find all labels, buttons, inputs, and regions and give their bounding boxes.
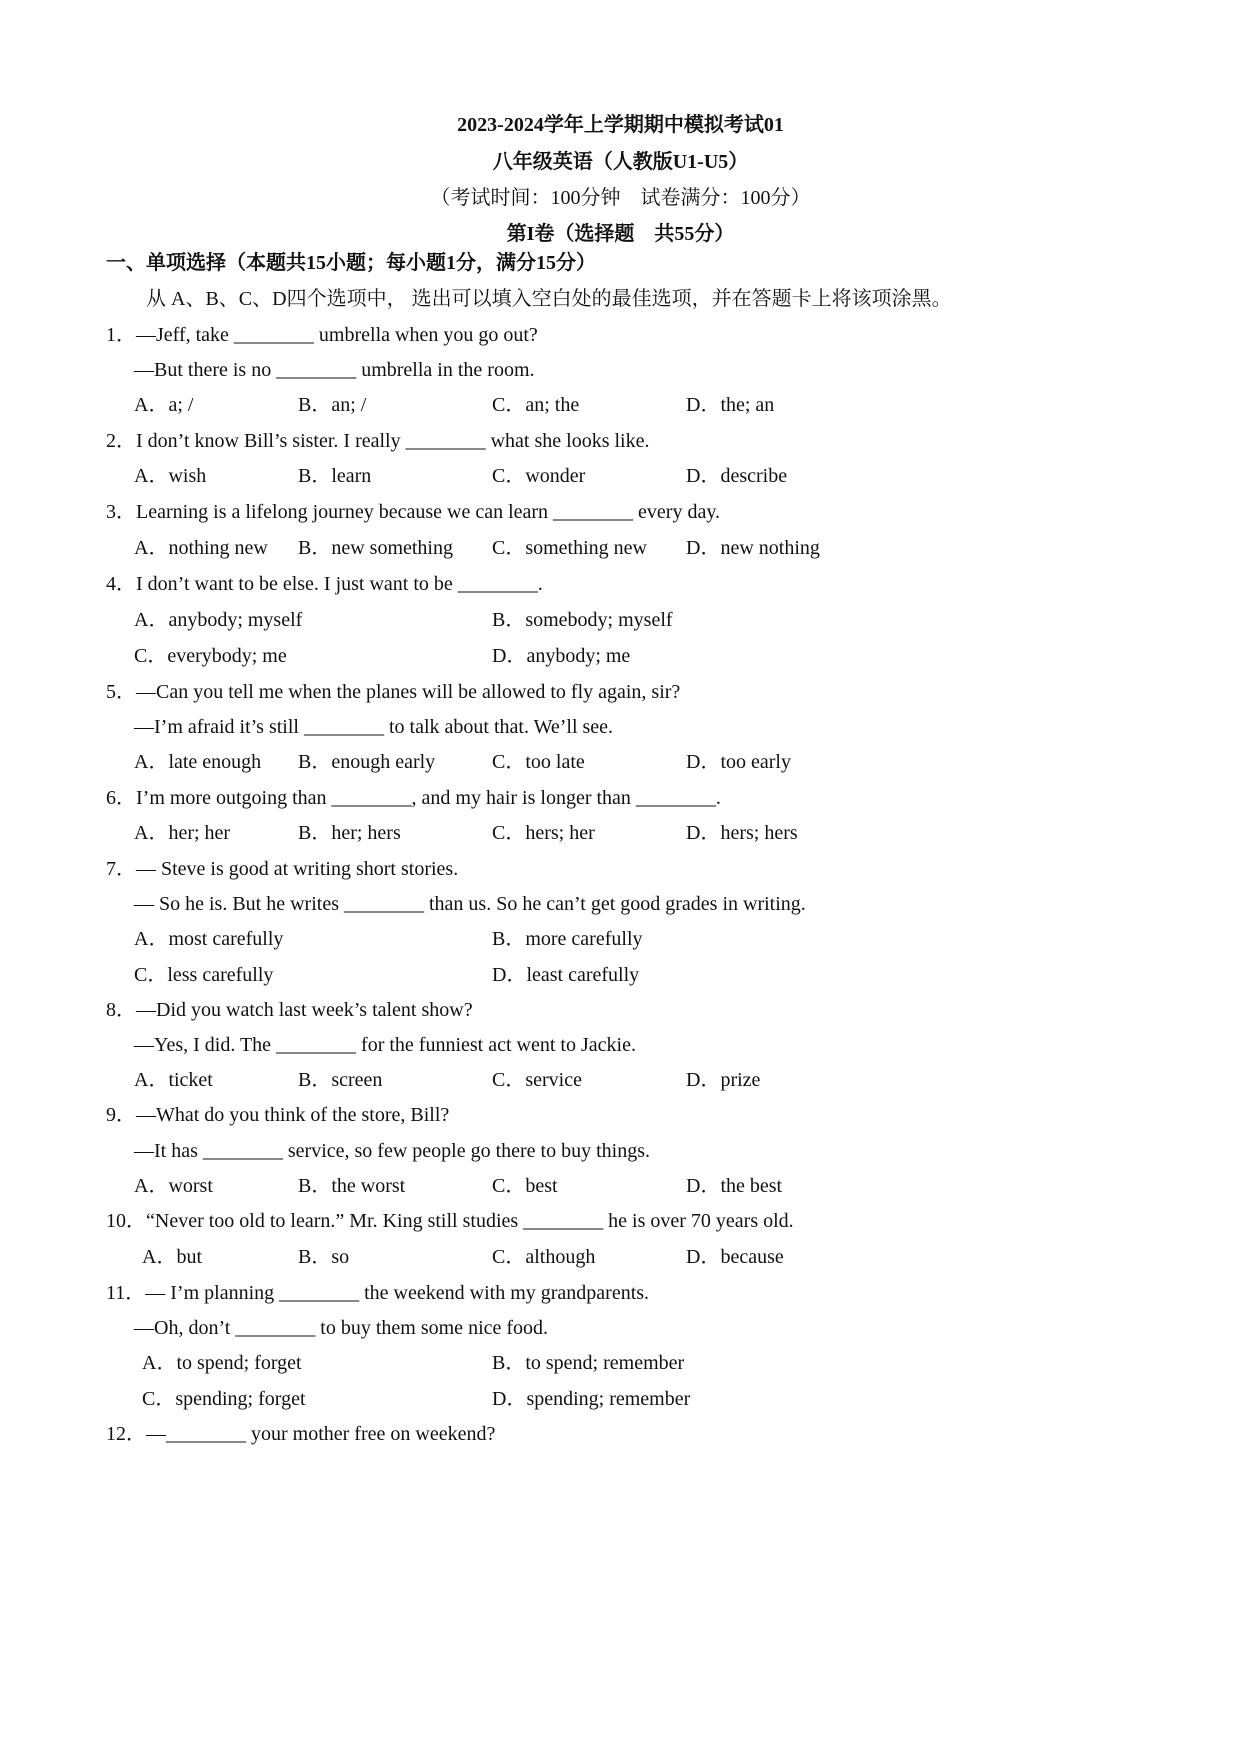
- q11-option-c: C．spending; forget: [142, 1388, 306, 1410]
- q8-option-b: B．screen: [298, 1069, 383, 1091]
- q9-option-a: A．worst: [134, 1175, 213, 1197]
- q1-option-a: A．a; /: [134, 394, 194, 416]
- q7-option-d: D．least carefully: [492, 964, 640, 986]
- q8-option-c: C．service: [492, 1069, 582, 1091]
- q7-option-b: B．more carefully: [492, 928, 643, 950]
- question-11-reply: —Oh, don’t ________ to buy them some nice food.: [134, 1317, 549, 1339]
- question-2-stem: 2．I don’t know Bill’s sister. I really ________ what she looks like.: [106, 430, 650, 452]
- section-instruction: 从 A、B、C、D四个选项中， 选出可以填入空白处的最佳选项，并在答题卡上将该项涂黑。: [146, 288, 952, 310]
- q2-option-a: A．wish: [134, 465, 207, 487]
- question-6-stem: 6．I’m more outgoing than ________, and my hair is longer than ________.: [106, 787, 721, 809]
- exam-subtitle: 八年级英语（人教版U1-U5）: [492, 151, 749, 173]
- question-5-stem: 5．—Can you tell me when the planes will be allowed to fly again, sir?: [106, 681, 681, 703]
- q11-option-b: B．to spend; remember: [492, 1352, 685, 1374]
- q2-option-b: B．learn: [298, 465, 372, 487]
- q3-option-a: A．nothing new: [134, 537, 268, 559]
- q7-option-a: A．most carefully: [134, 928, 284, 950]
- q5-option-a: A．late enough: [134, 751, 262, 773]
- q8-option-d: D．prize: [686, 1069, 761, 1091]
- q4-option-a: A．anybody; myself: [134, 609, 303, 631]
- q6-option-d: D．hers; hers: [686, 822, 798, 844]
- q11-option-a: A．to spend; forget: [142, 1352, 302, 1374]
- question-5-reply: —I’m afraid it’s still ________ to talk about that. We’ll see.: [134, 716, 614, 738]
- q5-option-c: C．too late: [492, 751, 585, 773]
- q9-option-d: D．the best: [686, 1175, 783, 1197]
- q10-option-d: D．because: [686, 1246, 784, 1268]
- q3-option-c: C．something new: [492, 537, 647, 559]
- question-7-reply: — So he is. But he writes ________ than us. So he can’t get good grades in writing.: [134, 893, 806, 915]
- q4-option-b: B．somebody; myself: [492, 609, 673, 631]
- q9-option-b: B．the worst: [298, 1175, 406, 1197]
- q6-option-a: A．her; her: [134, 822, 231, 844]
- question-8-stem: 8．—Did you watch last week’s talent show?: [106, 999, 473, 1021]
- q10-option-c: C．although: [492, 1246, 596, 1268]
- q1-option-d: D．the; an: [686, 394, 775, 416]
- q10-option-b: B．so: [298, 1246, 350, 1268]
- exam-title: 2023-2024学年上学期期中模拟考试01: [457, 114, 784, 136]
- question-1-reply: —But there is no ________ umbrella in the room.: [134, 359, 535, 381]
- volume-heading: 第I卷（选择题 共55分）: [506, 223, 735, 245]
- q4-option-c: C．everybody; me: [134, 645, 287, 667]
- q3-option-b: B．new something: [298, 537, 453, 559]
- question-8-reply: —Yes, I did. The ________ for the funniest act went to Jackie.: [134, 1034, 636, 1056]
- q6-option-c: C．hers; her: [492, 822, 595, 844]
- q4-option-d: D．anybody; me: [492, 645, 631, 667]
- q1-option-b: B．an; /: [298, 394, 367, 416]
- question-9-reply: —It has ________ service, so few people go there to buy things.: [134, 1140, 651, 1162]
- question-12-stem: 12．—________ your mother free on weekend?: [106, 1423, 496, 1445]
- question-1-stem: 1．—Jeff, take ________ umbrella when you go out?: [106, 324, 538, 346]
- q5-option-d: D．too early: [686, 751, 791, 773]
- q11-option-d: D．spending; remember: [492, 1388, 691, 1410]
- q10-option-a: A．but: [142, 1246, 202, 1268]
- q8-option-a: A．ticket: [134, 1069, 213, 1091]
- q2-option-d: D．describe: [686, 465, 788, 487]
- q7-option-c: C．less carefully: [134, 964, 274, 986]
- question-3-stem: 3．Learning is a lifelong journey because we can learn ________ every day.: [106, 501, 721, 523]
- question-4-stem: 4．I don’t want to be else. I just want to be ________.: [106, 573, 543, 595]
- question-7-stem: 7．— Steve is good at writing short stories.: [106, 858, 459, 880]
- q6-option-b: B．her; hers: [298, 822, 401, 844]
- q3-option-d: D．new nothing: [686, 537, 820, 559]
- exam-info: （考试时间：100分钟 试卷满分：100分）: [430, 187, 811, 209]
- section-heading: 一、单项选择（本题共15小题；每小题1分，满分15分）: [106, 252, 596, 274]
- q1-option-c: C．an; the: [492, 394, 580, 416]
- question-9-stem: 9．—What do you think of the store, Bill?: [106, 1104, 450, 1126]
- q2-option-c: C．wonder: [492, 465, 586, 487]
- q9-option-c: C．best: [492, 1175, 558, 1197]
- question-10-stem: 10．“Never too old to learn.” Mr. King still studies ________ he is over 70 years old.: [106, 1210, 794, 1232]
- q5-option-b: B．enough early: [298, 751, 436, 773]
- question-11-stem: 11．— I’m planning ________ the weekend with my grandparents.: [106, 1282, 650, 1304]
